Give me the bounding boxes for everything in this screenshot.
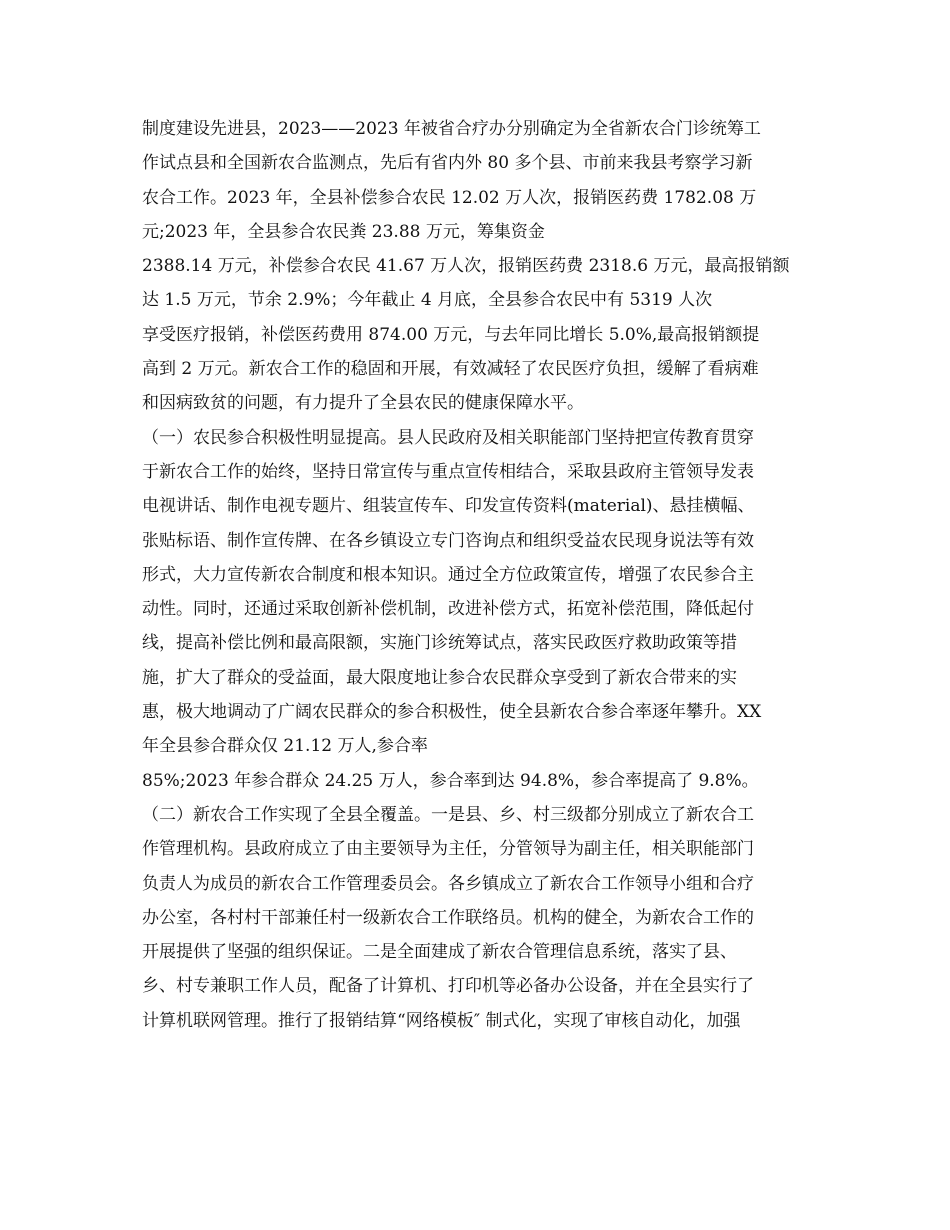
text-line: 办公室，各村村干部兼任村一级新农合工作联络员。机构的健全，为新农合工作的 [142,907,754,928]
text-line: 享受医疗报销，补偿医药费用 874.00 万元，与去年同比增长 5.0%,最高报销额提 [142,324,760,345]
text-line: 农合工作。2023 年，全县补偿参合农民 12.02 万人次，报销医药费 1782.08 万 [142,187,757,208]
text-line: 和因病致贫的问题，有力提升了全县农民的健康保障水平。 [142,393,584,414]
text-line: 高到 2 万元。新农合工作的稳固和开展，有效减轻了农民医疗负担，缓解了看病难 [142,359,759,380]
paragraph-heading-1: （一）农民参合积极性明显提高。县人民政府及相关职能部门坚持把宣传教育贯穿 [142,427,754,448]
document-body [142,112,822,1038]
text-line: 年全县参合群众仅 21.12 万人,参合率 [142,736,428,757]
text-line: 负责人为成员的新农合工作管理委员会。各乡镇成立了新农合工作领导小组和合疗 [142,873,754,894]
text-line: 动性。同时，还通过采取创新补偿机制，改进补偿方式，拓宽补偿范围，降低起付 [142,599,754,620]
text-line: 作管理机构。县政府成立了由主要领导为主任，分管领导为副主任，相关职能部门 [142,839,754,860]
text-line: 电视讲话、制作电视专题片、组装宣传车、印发宣传资料(material)、悬挂横幅、 [142,496,755,517]
text-line: 达 1.5 万元，节余 2.9%；今年截止 4 月底，全县参合农民中有 5319 人次 [142,290,713,311]
text-line: 于新农合工作的始终，坚持日常宣传与重点宣传相结合，采取县政府主管领导发表 [142,461,754,482]
paragraph-heading-2: （二）新农合工作实现了全县全覆盖。一是县、乡、村三级都分别成立了新农合工 [142,804,754,825]
text-line: 计算机联网管理。推行了报销结算“网络模板″ 制式化，实现了审核自动化，加强 [142,1010,741,1031]
text-line: 惠，极大地调动了广阔农民群众的参合积极性，使全县新农合参合率逐年攀升。XX [142,702,762,723]
text-line: 施，扩大了群众的受益面，最大限度地让参合农民群众享受到了新农合带来的实 [142,667,737,688]
text-line: 元;2023 年，全县参合农民粪 23.88 万元，筹集资金 [142,221,545,242]
text-line: 张贴标语、制作宣传牌、在各乡镇设立专门咨询点和组织受益农民现身说法等有效 [142,530,754,551]
text-line: 作试点县和全国新农合监测点，先后有省内外 80 多个县、市前来我县考察学习新 [142,153,753,174]
text-line: 开展提供了坚强的组织保证。二是全面建成了新农合管理信息系统，落实了县、 [142,942,737,963]
text-line: 形式，大力宣传新农合制度和根本知识。通过全方位政策宣传，增强了农民参合主 [142,564,754,585]
text-line: 制度建设先进县，2023——2023 年被省合疗办分别确定为全省新农合门诊统筹工 [142,119,761,139]
text-line: 85%;2023 年参合群众 24.25 万人，参合率到达 94.8%，参合率提高了 9.8%。 [142,770,759,791]
text-line: 线，提高补偿比例和最高限额，实施门诊统筹试点，落实民政医疗救助政策等措 [142,633,737,654]
text-line: 乡、村专兼职工作人员，配备了计算机、打印机等必备办公设备，并在全县实行了 [142,976,754,997]
text-line: 2388.14 万元，补偿参合农民 41.67 万人次，报销医药费 2318.6 万元，最高报销额 [142,256,790,277]
